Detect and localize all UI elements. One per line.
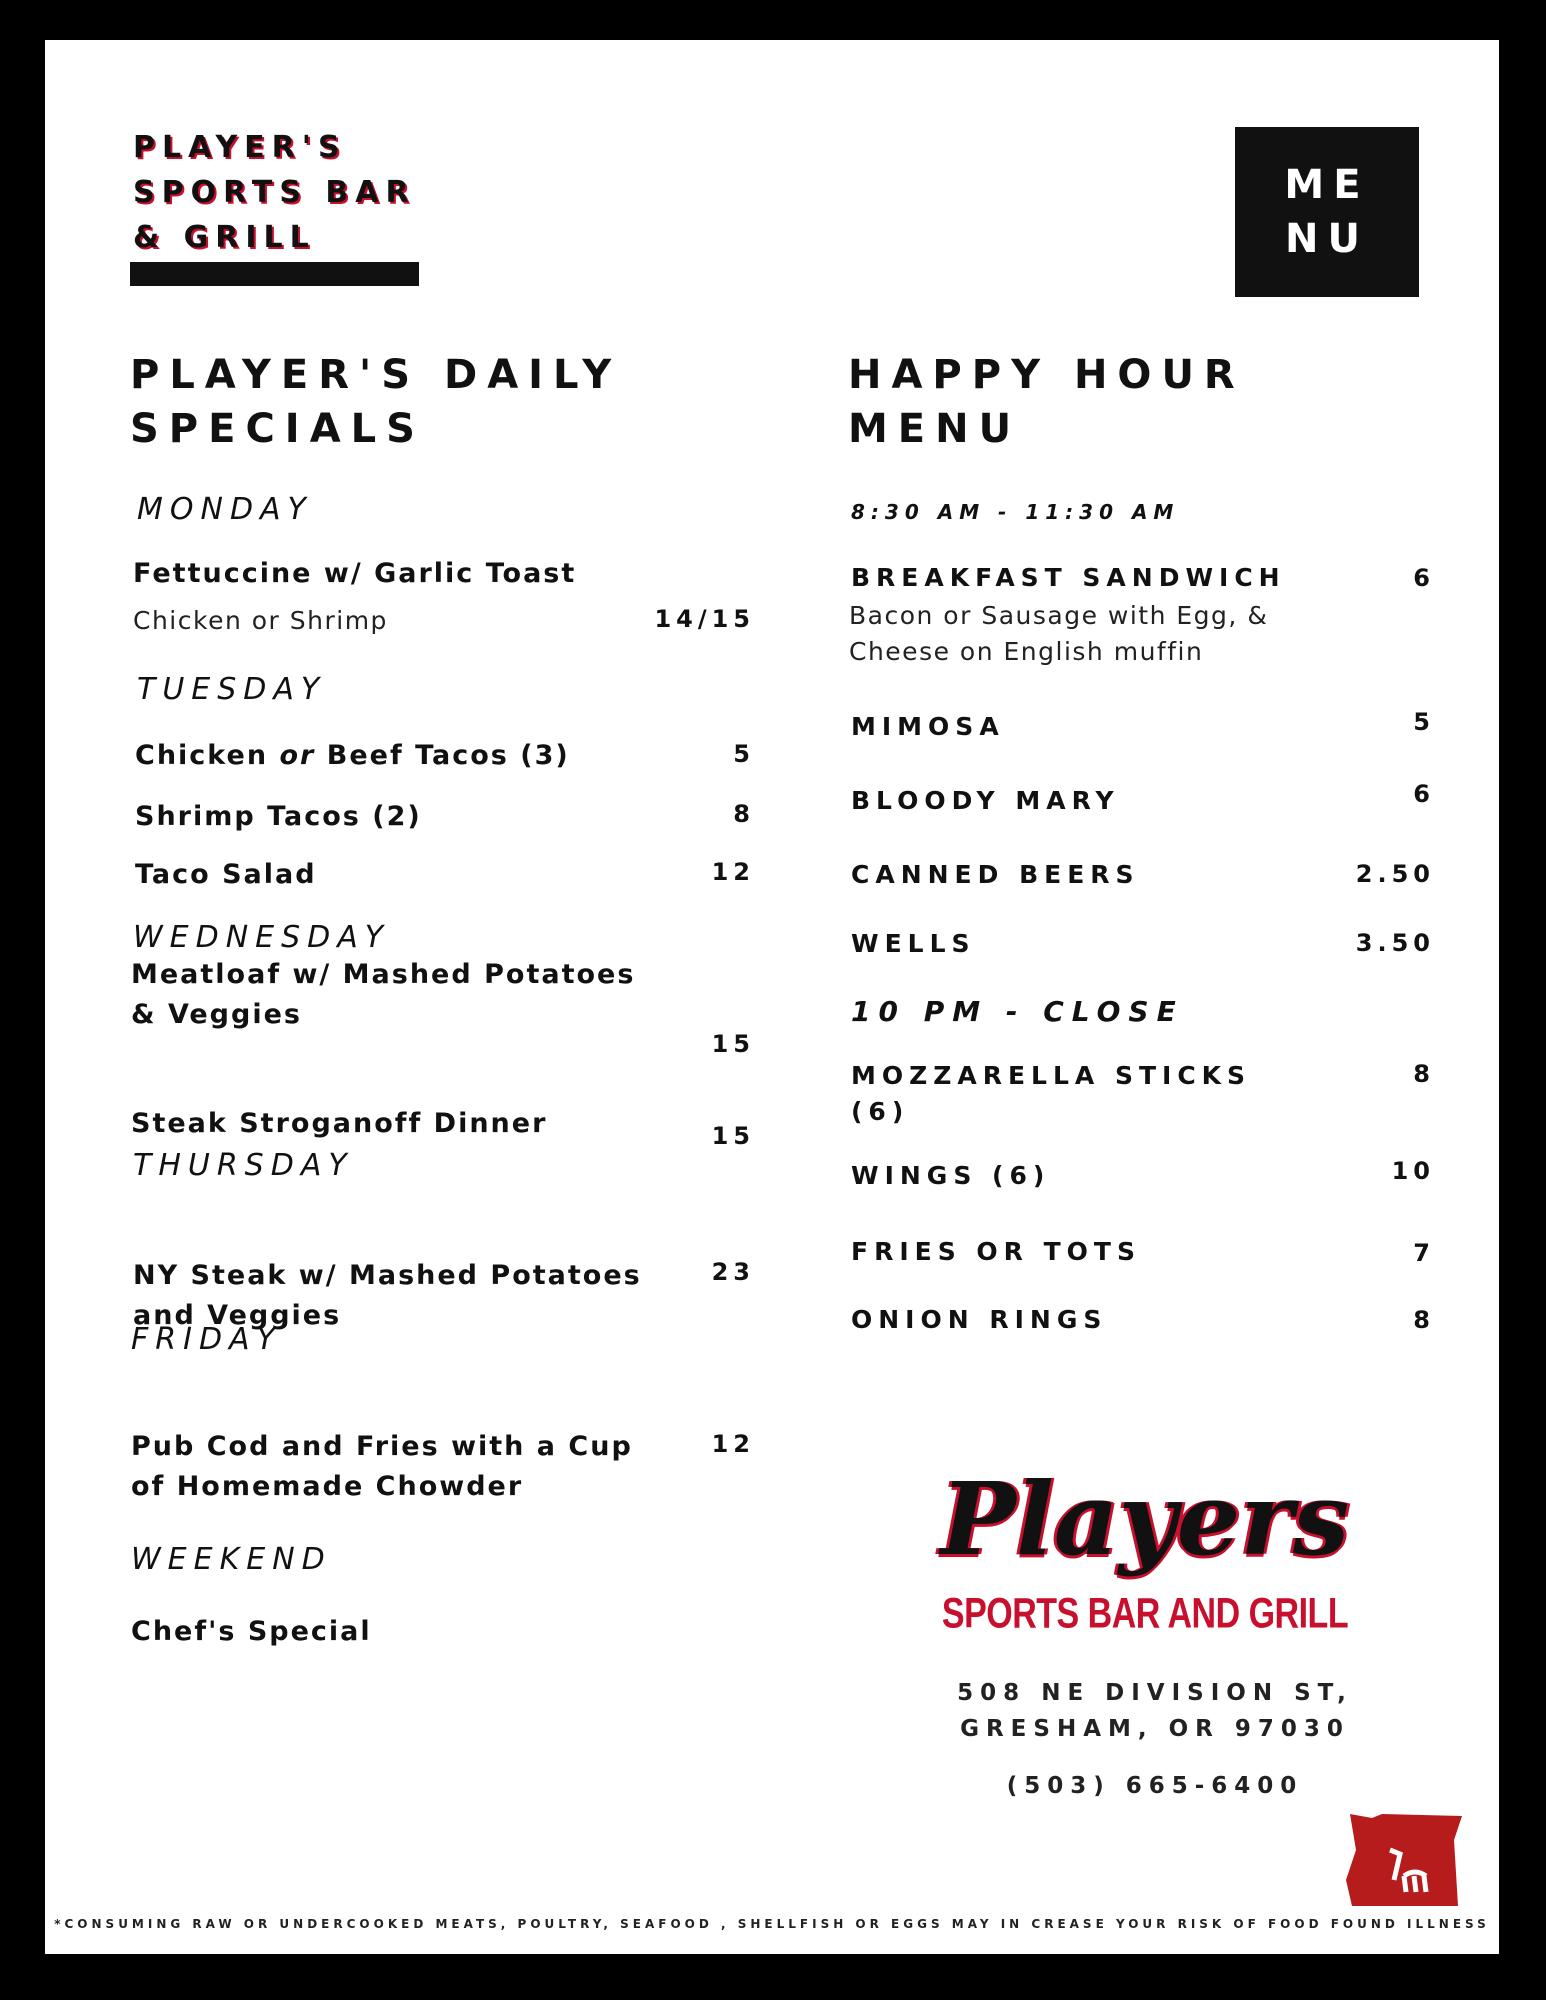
item-taco-salad: Taco Salad xyxy=(135,859,317,890)
hh-item-wells: WELLS xyxy=(851,929,976,958)
item-ny-steak-line: and Veggies xyxy=(133,1300,342,1331)
item-tacos-or: or xyxy=(279,740,316,771)
item-tacos-part: Beef Tacos (3) xyxy=(315,740,570,771)
daily-specials-title xyxy=(130,348,621,456)
item-pub-cod xyxy=(131,1427,633,1507)
item-fettuccine: Fettuccine w/ Garlic Toast xyxy=(133,558,577,589)
happy-hour-hours: 8:30 AM - 11:30 AM xyxy=(851,500,1180,524)
price-ny-steak: 23 xyxy=(711,1258,755,1286)
item-meatloaf-line: Meatloaf w/ Mashed Potatoes xyxy=(131,959,636,990)
players-logo-script: Players xyxy=(940,1460,1350,1578)
brand-line: PLAYER'S xyxy=(133,130,347,165)
hh-mozzarella-line: MOZZARELLA STICKS xyxy=(851,1061,1252,1090)
hh-item-canned-beers: CANNED BEERS xyxy=(851,860,1140,889)
hh-item-wings: WINGS (6) xyxy=(851,1161,1051,1190)
daily-title-line: PLAYER'S DAILY xyxy=(130,352,622,398)
hh-item-onion-rings: ONION RINGS xyxy=(851,1305,1108,1334)
item-pub-cod-line: Pub Cod and Fries with a Cup xyxy=(131,1431,633,1462)
hh-price-wells: 3.50 xyxy=(1355,929,1435,957)
hh-desc-line: Cheese on English muffin xyxy=(849,637,1204,666)
menu-page xyxy=(45,40,1499,1954)
price-stroganoff: 15 xyxy=(711,1122,755,1150)
day-friday: FRIDAY xyxy=(131,1322,282,1357)
price-fettuccine: 14/15 xyxy=(654,605,755,633)
brand-underline-bar xyxy=(130,262,419,286)
item-fettuccine-desc: Chicken or Shrimp xyxy=(133,606,388,635)
price-tacos: 5 xyxy=(733,740,755,768)
day-monday: MONDAY xyxy=(137,492,313,527)
item-stroganoff: Steak Stroganoff Dinner xyxy=(131,1108,548,1139)
price-shrimp-tacos: 8 xyxy=(733,800,755,828)
item-meatloaf xyxy=(131,955,635,1035)
menu-badge-line: NU xyxy=(1285,216,1369,262)
hh-item-mimosa: MIMOSA xyxy=(851,712,1005,741)
price-pub-cod: 12 xyxy=(711,1430,755,1458)
brand-title xyxy=(133,125,416,260)
happy-hour-title-line: HAPPY HOUR xyxy=(848,352,1245,398)
item-tacos-part: Chicken xyxy=(135,740,280,771)
hh-item-breakfast-desc xyxy=(849,598,1268,670)
hh-item-bloody-mary: BLOODY MARY xyxy=(851,786,1120,815)
hh-item-mozzarella xyxy=(851,1058,1251,1130)
hh-item-breakfast: BREAKFAST SANDWICH xyxy=(851,563,1286,592)
item-chefs-special: Chef's Special xyxy=(131,1616,372,1647)
item-tacos xyxy=(135,736,570,776)
happy-hour-title xyxy=(848,348,1245,456)
item-shrimp-tacos: Shrimp Tacos (2) xyxy=(135,801,422,832)
hh-price-canned-beers: 2.50 xyxy=(1355,860,1435,888)
daily-title-line: SPECIALS xyxy=(130,406,425,452)
day-thursday: THURSDAY xyxy=(133,1148,354,1183)
day-wednesday: WEDNESDAY xyxy=(133,920,391,955)
hh-item-fries: FRIES OR TOTS xyxy=(851,1237,1141,1266)
happy-hour-title-line: MENU xyxy=(848,406,1022,452)
item-meatloaf-line: & Veggies xyxy=(131,999,302,1030)
address-line: 508 NE DIVISION ST, xyxy=(957,1680,1353,1706)
price-meatloaf: 15 xyxy=(711,1030,755,1058)
players-logo-subtitle: SPORTS BAR AND GRILL xyxy=(941,1590,1349,1638)
brand-line: SPORTS BAR xyxy=(133,175,416,210)
hh-price-mozzarella: 8 xyxy=(1413,1060,1435,1088)
brand-line: & GRILL xyxy=(133,220,316,255)
menu-badge xyxy=(1235,127,1419,297)
price-taco-salad: 12 xyxy=(711,858,755,886)
address-line: GRESHAM, OR 97030 xyxy=(960,1716,1350,1742)
hh-price-onion-rings: 8 xyxy=(1413,1306,1435,1334)
hh-price-mimosa: 5 xyxy=(1413,708,1435,736)
day-tuesday: TUESDAY xyxy=(137,672,327,707)
hh-price-bloody-mary: 6 xyxy=(1413,780,1435,808)
food-safety-disclaimer: *CONSUMING RAW OR UNDERCOOKED MEATS, POULTRY, SEAFOOD , SHELLFISH OR EGGS MAY IN CREASE YOUR RISK OF FOOD FOUND ILLNESS xyxy=(54,1917,1490,1931)
phone-number: (503) 665-6400 xyxy=(1006,1773,1304,1799)
day-weekend: WEEKEND xyxy=(131,1542,332,1577)
item-pub-cod-line: of Homemade Chowder xyxy=(131,1471,524,1502)
hh-price-fries: 7 xyxy=(1413,1239,1435,1267)
menu-badge-line: ME xyxy=(1284,162,1370,208)
item-ny-steak-line: NY Steak w/ Mashed Potatoes xyxy=(133,1260,642,1291)
oregon-state-icon xyxy=(1342,1810,1472,1910)
hh-price-breakfast: 6 xyxy=(1413,564,1435,592)
hh-price-wings: 10 xyxy=(1391,1157,1435,1185)
late-night-title: 10 PM - CLOSE xyxy=(851,995,1184,1028)
hh-mozzarella-line: (6) xyxy=(851,1097,910,1126)
hh-desc-line: Bacon or Sausage with Egg, & xyxy=(849,601,1269,630)
address xyxy=(865,1675,1445,1747)
